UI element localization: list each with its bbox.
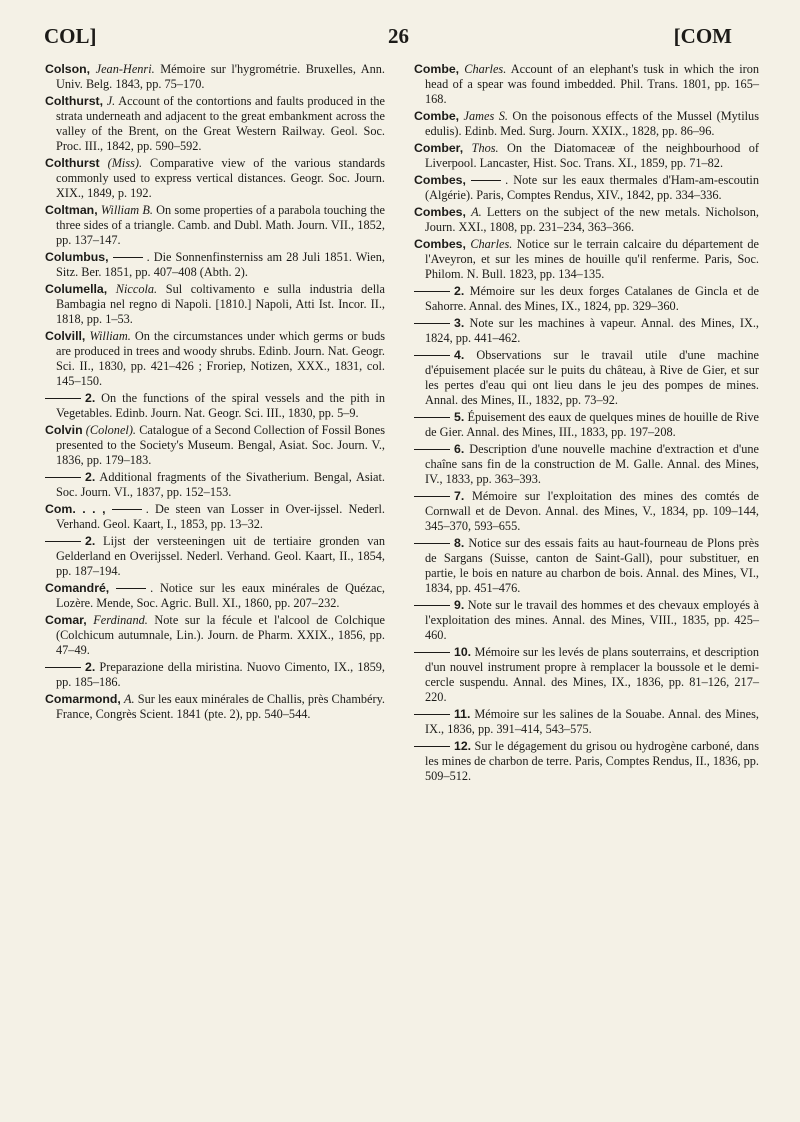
bibliography-entry — [414, 62, 759, 107]
entry-text: Note sur la fécule et l'alcool de Colchique (Colchicum autumnale, Lin.). Journ. de Pharm. XXIX., 1856, pp. 47–49. — [56, 613, 385, 657]
entry-number: 3. — [454, 316, 465, 330]
bibliography-entry — [414, 410, 759, 440]
entry-text: Account of an elephant's tusk in which the iron head of a spear was found imbedded. Phil. Trans. 1801, pp. 165–168. — [425, 62, 759, 106]
author-given-name: (Colonel). — [85, 423, 136, 437]
author-surname: Combe, — [414, 62, 460, 76]
ditto-dash — [414, 449, 450, 450]
running-header — [0, 22, 800, 56]
ditto-dash — [414, 323, 450, 324]
entry-text: Letters on the subject of the new metals. Nicholson, Journ. XXI., 1808, pp. 231–234, 363–366. — [425, 205, 760, 234]
author-surname: Com. . . , — [45, 502, 106, 516]
bibliography-entry — [45, 282, 385, 327]
ditto-dash — [414, 652, 450, 653]
author-surname: Comber, — [414, 141, 464, 155]
author-given-name: A. — [124, 692, 135, 706]
ditto-dash — [45, 477, 81, 478]
entry-number: 2. — [454, 284, 465, 298]
author-given-name: (Miss). — [107, 156, 143, 170]
bibliography-entry — [45, 470, 385, 500]
entry-text: Comparative view of the various standards commonly used to express vertical distances. Geogr. Soc. Journ. XIX., 1849, p. 192. — [56, 156, 385, 200]
entry-text: On some properties of a parabola touching the three sides of a triangle. Camb. and Dubl. Math. Journ. VII., 1852, pp. 137–147. — [56, 203, 385, 247]
entry-text: On the circumstances under which germs or buds are produced in trees and woody shrubs. Edinb. Journ. Nat. Geogr. Sci. II., 1830, pp. 421–426 ; Froriep, Notizen, XXX., 1831, col. 145–150. — [56, 329, 386, 388]
entry-text: Mémoire sur l'exploitation des mines des comtés de Cornwall et de Devon. Annal. des Mines, V., 1834, pp. 109–144, 345–370, 593–655. — [425, 489, 759, 533]
ditto-dash — [414, 496, 450, 497]
entry-number: 2. — [85, 660, 96, 674]
bibliography-entry — [414, 739, 759, 784]
entry-text: Mémoire sur les levés de plans souterrains, et description d'un nouvel instrument propre à remplacer la boussole et le demi-cercle suspendu. Annal. des Mines, IX., 1836, pp. 81–126, 217–220. — [425, 645, 759, 704]
ditto-dash — [45, 667, 81, 668]
entry-text: Sur le dégagement du grisou ou hydrogène carboné, dans les mines de charbon de terre. Paris, Comptes Rendus, II., 1836, pp. 509–512. — [425, 739, 759, 783]
ditto-dash — [414, 291, 450, 292]
ditto-dash — [116, 588, 146, 589]
entry-text: Mémoire sur les salines de la Souabe. Annal. des Mines, IX., 1836, pp. 391–414, 543–575. — [425, 707, 759, 736]
author-surname: Coltman, — [45, 203, 98, 217]
entry-text: On the poisonous effects of the Mussel (Mytilus edulis). Edinb. Med. Surg. Journ. XXIX., 1828, pp. 86–96. — [425, 109, 759, 138]
entry-text: Additional fragments of the Sivatherium. Bengal, Asiat. Soc. Journ. VI., 1837, pp. 152–153. — [56, 470, 385, 499]
entry-text: Épuisement des eaux de quelques mines de houille de Rive de Gier. Annal. des Mines, III., 1833, pp. 197–208. — [425, 410, 759, 439]
author-given-name: William B. — [100, 203, 153, 217]
page-number: 26 — [388, 24, 409, 48]
right-column — [414, 62, 759, 786]
bibliography-entry — [45, 534, 385, 579]
bibliography-entry — [414, 205, 759, 235]
entry-number: 2. — [85, 391, 96, 405]
author-surname: Combes, — [414, 173, 466, 187]
bibliography-entry — [45, 581, 385, 611]
bibliography-entry — [414, 442, 759, 487]
bibliography-entry — [45, 250, 385, 280]
bibliography-entry — [45, 660, 385, 690]
entry-text: . Note sur les eaux thermales d'Ham-am-escoutin (Algérie). Paris, Comptes Rendus, XIV., 1842, pp. 334–336. — [425, 173, 759, 202]
entry-number: 7. — [454, 489, 465, 503]
author-given-name: Charles. — [464, 62, 507, 76]
ditto-dash — [414, 543, 450, 544]
entry-text: Notice sur le terrain calcaire du département de l'Aveyron, et sur les mines de houille qu'il renferme. Paris, Soc. Philom. N. Bull. 1823, pp. 134–135. — [425, 237, 759, 281]
entry-text: Note sur les machines à vapeur. Annal. des Mines, IX., 1824, pp. 441–462. — [425, 316, 759, 345]
bibliography-entry — [414, 707, 759, 737]
bibliography-entry — [414, 645, 759, 705]
ditto-dash — [471, 180, 501, 181]
ditto-dash — [414, 355, 450, 356]
bibliography-entry — [414, 284, 759, 314]
entry-number: 12. — [454, 739, 472, 753]
author-given-name: Thos. — [471, 141, 499, 155]
bibliography-entry — [45, 94, 385, 154]
entry-text: On the functions of the spiral vessels and the pith in Vegetables. Edinb. Journ. Nat. Geogr. Sci. III., 1830, pp. 5–9. — [56, 391, 385, 420]
entry-text: Mémoire sur l'hygrométrie. Bruxelles, Ann. Univ. Belg. 1843, pp. 75–170. — [56, 62, 385, 91]
bibliography-entry — [414, 316, 759, 346]
ditto-dash — [112, 509, 142, 510]
entry-text: Catalogue of a Second Collection of Fossil Bones presented to the Society's Museum. Bengal, Asiat. Soc. Journ. V., 1836, pp. 179–183. — [56, 423, 385, 467]
entry-number: 11. — [454, 707, 471, 721]
author-given-name: James S. — [463, 109, 508, 123]
bibliography-entry — [45, 423, 385, 468]
bibliography-entry — [414, 173, 759, 203]
bibliography-entry — [45, 391, 385, 421]
ditto-dash — [414, 714, 450, 715]
bibliography-entry — [45, 156, 385, 201]
bibliography-entry — [414, 536, 759, 596]
bibliography-entry — [45, 502, 385, 532]
entry-text: . Die Sonnenfinsterniss am 28 Juli 1851. Wien, Sitz. Ber. 1851, pp. 407–408 (Abth. 2). — [56, 250, 385, 279]
author-given-name: Charles. — [470, 237, 513, 251]
author-surname: Colthurst, — [45, 94, 104, 108]
author-surname: Comar, — [45, 613, 87, 627]
ditto-dash — [414, 746, 450, 747]
entry-text: Lijst der versteeningen uit de tertiaire gronden van Gelderland en Overijssel. Nederl. Verhand. Geol. Kaart, II., 1854, pp. 187–194. — [56, 534, 385, 578]
author-surname: Comandré, — [45, 581, 110, 595]
author-surname: Colthurst — [45, 156, 100, 170]
header-right-guide: [COM — [673, 24, 732, 48]
author-surname: Columella, — [45, 282, 108, 296]
author-given-name: Niccola. — [115, 282, 158, 296]
author-given-name: William. — [89, 329, 131, 343]
author-surname: Comarmond, — [45, 692, 121, 706]
author-given-name: Ferdinand. — [93, 613, 148, 627]
ditto-dash — [45, 398, 81, 399]
ditto-dash — [414, 605, 450, 606]
entry-text: Notice sur des essais faits au haut-fourneau de Plons près de Sargans (Suisse, canton de Saint-Gall), pour substituer, en partie, le bois en nature au charbon de bois. Annal. des Mines, VI., 1834, pp. 451–476. — [425, 536, 759, 595]
left-column — [45, 62, 385, 724]
entry-text: Account of the contortions and faults produced in the strata underneath and adjacent to the great embankment across the valley of the Brent, on the Great Western Railway. Geol. Soc. Proc. III., 1842, pp. 590–592. — [56, 94, 385, 153]
author-given-name: Jean-Henri. — [95, 62, 155, 76]
bibliography-entry — [414, 109, 759, 139]
entry-text: Description d'une nouvelle machine d'extraction et d'une chaîne sans fin de la construction de M. Galle. Annal. des Mines, IV., 1833, pp. 363–393. — [425, 442, 759, 486]
entry-number: 9. — [454, 598, 465, 612]
author-surname: Colson, — [45, 62, 91, 76]
entry-text: . De steen van Losser in Over-ijssel. Nederl. Verhand. Geol. Kaart, I., 1853, pp. 13–32. — [56, 502, 385, 531]
entry-text: Sul coltivamento e sulla industria della Bambagia nel regno di Napoli. [1810.] Napoli, Atti Ist. Incor. II., 1818, pp. 1–53. — [56, 282, 385, 326]
entry-text: Note sur le travail des hommes et des chevaux employés à l'exploitation des mines. Annal. des Mines, VIII., 1835, pp. 425–460. — [425, 598, 759, 642]
author-surname: Combes, — [414, 205, 466, 219]
entry-number: 8. — [454, 536, 465, 550]
author-surname: Colvin — [45, 423, 83, 437]
entry-number: 6. — [454, 442, 465, 456]
bibliography-entry — [414, 489, 759, 534]
entry-number: 4. — [454, 348, 465, 362]
entry-number: 2. — [85, 534, 96, 548]
author-given-name: J. — [106, 94, 116, 108]
author-surname: Colvill, — [45, 329, 86, 343]
author-surname: Combe, — [414, 109, 460, 123]
ditto-dash — [414, 417, 450, 418]
entry-number: 2. — [85, 470, 96, 484]
ditto-dash — [45, 541, 81, 542]
author-given-name: A. — [471, 205, 482, 219]
ditto-dash — [113, 257, 143, 258]
entry-text: On the Diatomaceæ of the neighbourhood of Liverpool. Lancaster, Hist. Soc. Trans. XI., 1859, pp. 71–82. — [425, 141, 759, 170]
bibliography-entry — [414, 237, 759, 282]
entry-number: 5. — [454, 410, 465, 424]
bibliography-entry — [45, 692, 385, 722]
entry-text: Mémoire sur les deux forges Catalanes de Gincla et de Sahorre. Annal. des Mines, IX., 1824, pp. 329–360. — [425, 284, 759, 313]
entry-number: 10. — [454, 645, 472, 659]
bibliography-entry — [414, 348, 759, 408]
entry-text: Preparazione della miristina. Nuovo Cimento, IX., 1859, pp. 185–186. — [56, 660, 385, 689]
author-surname: Columbus, — [45, 250, 109, 264]
entry-text: Observations sur le travail utile d'une machine d'épuisement placée sur le puits du château, à Rive de Gier, et sur les pertes d'eau qui ont lieu dans le jeu des pompes de mines. Annal. des Mines, II., 1832, pp. 73–92. — [425, 348, 759, 407]
bibliography-entry — [45, 62, 385, 92]
bibliography-entry — [414, 141, 759, 171]
author-surname: Combes, — [414, 237, 466, 251]
bibliography-entry — [45, 613, 385, 658]
entry-text: Sur les eaux minérales de Challis, près Chambéry. France, Congrès Scient. 1841 (pte. 2), pp. 540–544. — [56, 692, 386, 721]
bibliography-entry — [45, 329, 385, 389]
bibliography-entry — [414, 598, 759, 643]
header-left-guide: COL] — [44, 24, 97, 48]
entry-text: . Notice sur les eaux minérales de Quézac, Lozère. Mende, Soc. Agric. Bull. XI., 1860, pp. 207–232. — [56, 581, 385, 610]
bibliography-entry — [45, 203, 385, 248]
